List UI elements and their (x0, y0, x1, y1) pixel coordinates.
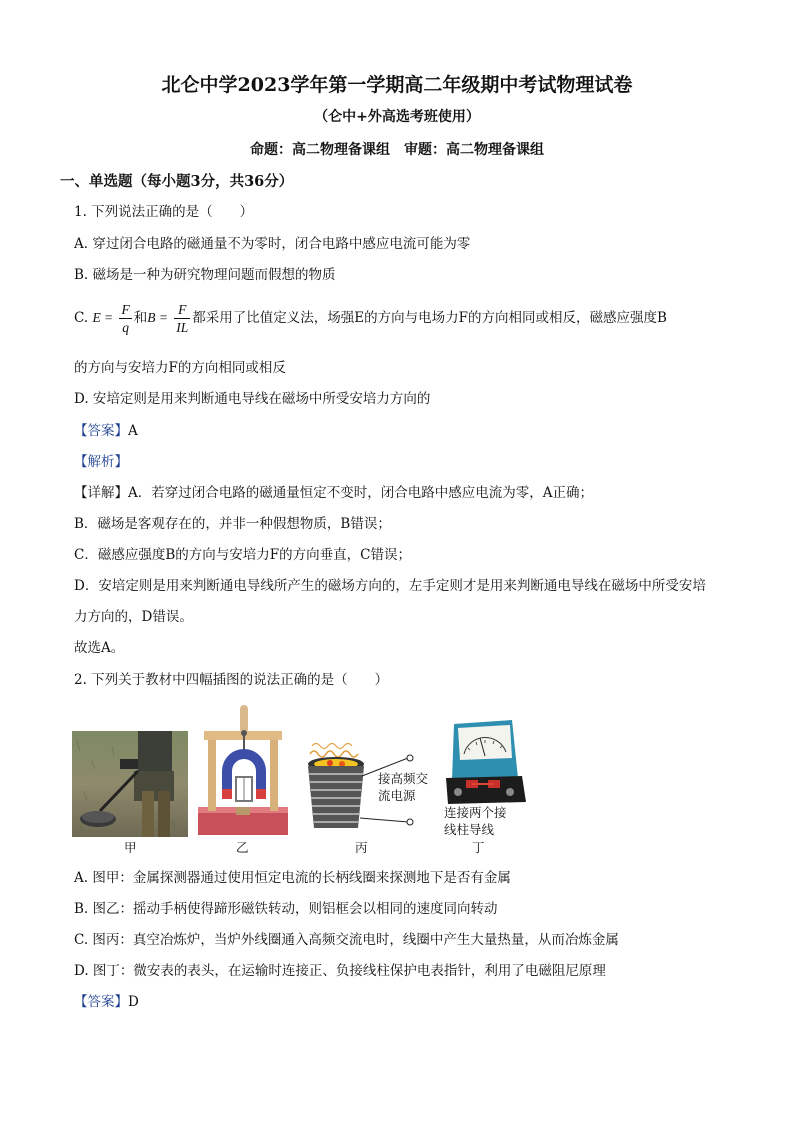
q1-eq1-denominator: q (122, 320, 129, 335)
figure-microammeter (446, 718, 526, 804)
q2-option-d: D. 图丁：微安表的表头，在运输时连接正、负接线柱保护电表指针，利用了电磁阻尼原理 (74, 963, 606, 979)
answer-value: A (128, 423, 138, 439)
q1-detail-d2: 力方向的，D错误。 (74, 609, 193, 625)
q1-detail-d1: D．安培定则是用来判断通电导线所产生的磁场方向的，左手定则才是用来判断通电导线在磁场中所受安培 (74, 578, 706, 594)
q1-stem: 1. 下列说法正确的是（ ） (74, 204, 254, 220)
fig3-annotation-2: 流电源 (378, 788, 416, 803)
q2-option-c: C. 图丙：真空冶炼炉，当炉外线圈通入高频交流电时，线圈中产生大量热量，从而冶炼金属 (74, 932, 619, 948)
answer-tag: 【答案】 (74, 423, 128, 439)
q1-option-c-prefix: C. (74, 310, 89, 326)
q1-option-d: D. 安培定则是用来判断通电导线在磁场中所受安培力方向的 (74, 391, 431, 407)
detail-a-text: A．若穿过闭合电路的磁通量恒定不变时，闭合电路中感应电流为零，A正确； (128, 485, 593, 501)
q1-option-b: B. 磁场是一种为研究物理问题而假想的物质 (74, 267, 336, 283)
q1-detail-a (74, 483, 593, 503)
exam-authors: 命题：高二物理备课组 审题：高二物理备课组 (250, 142, 544, 158)
q1-eq1-numerator: F (121, 302, 130, 317)
q2-answer (74, 992, 139, 1012)
q1-detail-c: C．磁感应强度B的方向与安培力F的方向垂直，C错误； (74, 547, 411, 563)
q1-eq2-fraction (174, 301, 190, 336)
q1-eq1-fraction (119, 301, 131, 336)
q2-option-a: A. 图甲：金属探测器通过使用恒定电流的长柄线圈来探测地下是否有金属 (74, 870, 511, 886)
q1-option-c-text: 都采用了比值定义法，场强E的方向与电场力F的方向相同或相反，磁感应强度B (192, 310, 667, 326)
q2-stem: 2. 下列关于教材中四幅插图的说法正确的是（ ） (74, 672, 389, 688)
exam-title: 北仑中学2023学年第一学期高二年级期中考试物理试卷 (161, 74, 633, 96)
exam-subtitle: （仑中+外高选考班使用） (314, 109, 480, 125)
section-heading: 一、单选题（每小题3分，共36分） (60, 173, 294, 190)
q1-detail-b: B．磁场是客观存在的，并非一种假想物质，B错误； (74, 516, 391, 532)
q1-and: 和 (133, 310, 148, 326)
fig4-annotation-2: 线柱导线 (444, 822, 495, 837)
q2-option-b: B. 图乙：摇动手柄使得蹄形磁铁转动，则铝框会以相同的速度同向转动 (74, 901, 498, 917)
figure-metal-detector (72, 731, 188, 837)
answer-value: D (128, 994, 139, 1010)
q1-eq1-lhs: E = (92, 310, 114, 325)
figure-label-ding: 丁 (472, 840, 485, 855)
figure-label-yi: 乙 (236, 840, 249, 855)
q1-eq2-denominator: IL (176, 320, 189, 335)
q1-option-a: A. 穿过闭合电路的磁通量不为零时，闭合电路中感应电流可能为零 (74, 236, 471, 252)
q1-answer (74, 421, 138, 441)
answer-tag: 【答案】 (74, 994, 128, 1010)
figure-horseshoe-magnet (196, 703, 292, 839)
q1-option-c-cont: 的方向与安培力F的方向相同或相反 (74, 360, 286, 376)
q1-option-c (74, 298, 667, 338)
q1-conclusion: 故选A。 (74, 640, 125, 656)
q1-eq2-numerator: F (174, 301, 190, 319)
fig3-annotation-1: 接高频交 (378, 771, 429, 786)
q1-eq2-lhs: B = (147, 310, 168, 325)
figure-label-jia: 甲 (124, 840, 137, 855)
detail-tag: 【详解】 (74, 485, 128, 501)
figure-label-bing: 丙 (355, 840, 368, 855)
fig4-annotation-1: 连接两个接 (444, 805, 507, 820)
analysis-tag: 【解析】 (74, 454, 128, 470)
